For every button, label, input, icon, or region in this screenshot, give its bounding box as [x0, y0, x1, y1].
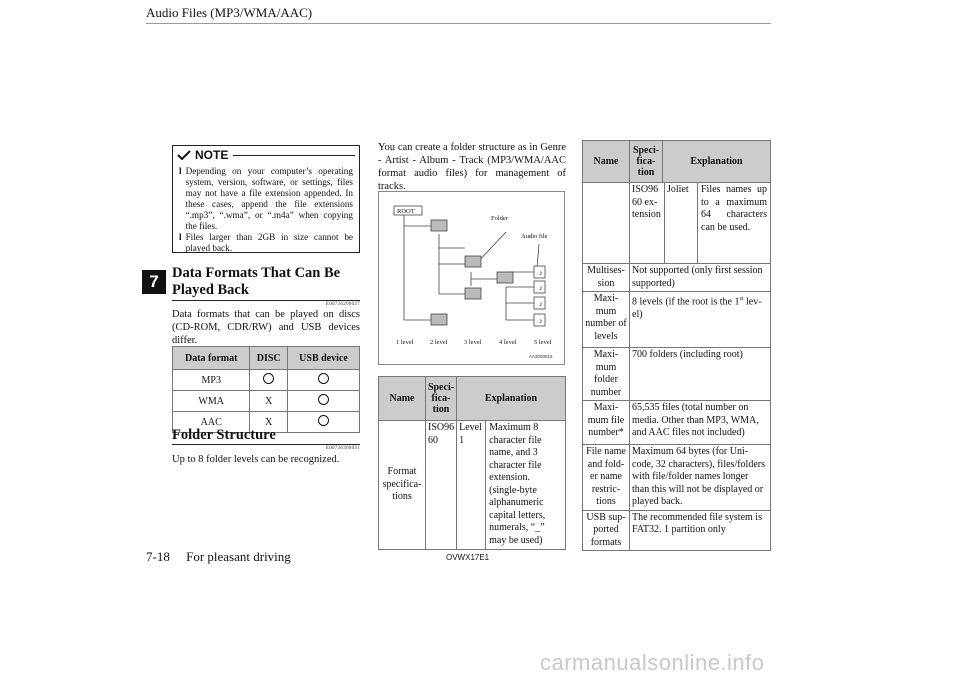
note-item: l Depending on your computer’s operating system, version, software, or settings, files may not have a file extension appended. In these cases, append the file extensions “.mp3”, “.wma”, or “.m4a” when copying the files. — [179, 166, 353, 231]
table-row: Maxi-mum number of levels 8 levels (if the root is the 1st lev-el) — [583, 292, 771, 348]
table-row: MP3 — [173, 370, 360, 391]
column-header: Name — [379, 377, 426, 421]
supported-circle-icon — [263, 373, 274, 384]
column-header: Speci-fica-tion — [630, 141, 663, 183]
folder-structure-diagram — [378, 191, 565, 365]
table-row: Multises-sion Not supported (only first session supported) — [583, 264, 771, 292]
section-code: E00736300031 — [325, 446, 360, 451]
folder-tree-illustration — [379, 192, 564, 364]
table-cell: Joliet — [665, 183, 698, 263]
column-header: Speci-fica-tion — [426, 377, 457, 421]
folder-structure-body: Up to 8 folder levels can be recognized. — [172, 454, 340, 465]
audio-file-label: Audio file — [521, 233, 548, 240]
table-row: WMA X — [173, 391, 360, 412]
table-cell: Level 1 — [457, 421, 486, 549]
page-header-title: Audio Files (MP3/WMA/AAC) — [146, 5, 313, 20]
svg-text:♪: ♪ — [539, 318, 543, 325]
folder-icon — [497, 272, 513, 283]
section-title-data-formats: Data Formats That Can Be Played Back — [172, 265, 341, 298]
media-spec-table — [582, 140, 771, 551]
table-row: AAC X — [173, 412, 360, 433]
table-cell: ISO96 60 — [426, 421, 457, 549]
supported-circle-icon — [318, 373, 329, 384]
table-row: Maxi-mum folder number 700 folders (including root) — [583, 348, 771, 401]
section-code: E00736200027 — [325, 302, 360, 307]
level-label: 5 level — [534, 339, 552, 346]
table-cell: Format specifica-tions — [379, 421, 426, 550]
data-format-table — [172, 346, 360, 433]
folder-icon — [431, 220, 447, 231]
format-spec-table — [378, 376, 566, 550]
section-name: For pleasant driving — [186, 549, 291, 564]
column-header: USB device — [287, 347, 359, 370]
watermark: carmanualsonline.info — [540, 650, 765, 675]
table-cell: Maximum 8 character file name, and 3 character file extension. (single-byte alphanumeric capital letters, numerals, “_” may be used) — [489, 422, 546, 546]
figure-code: AA3000816 — [529, 354, 553, 359]
note-header — [177, 148, 228, 162]
level-label: 4 level — [499, 339, 517, 346]
pencil-check-icon — [177, 150, 191, 161]
page-number: 7-18 — [146, 549, 170, 564]
table-row: Maxi-mum file number* 65,535 files (total number on media. Other than MP3, WMA, and AAC files not included) — [583, 401, 771, 445]
document-code: OVWX17E1 — [446, 553, 490, 562]
level-label: 1 level — [396, 339, 414, 346]
data-formats-body: Data formats that can be played on discs (CD-ROM, CDR/RW) and USB devices differ. — [172, 309, 360, 346]
chapter-tab: 7 — [142, 270, 166, 294]
note-label: NOTE — [195, 148, 229, 162]
level-label: 2 level — [430, 339, 448, 346]
column-header: Data format — [173, 347, 250, 370]
level-label: 3 level — [464, 339, 482, 346]
folder-icon — [431, 314, 447, 325]
column-header: Name — [583, 141, 630, 183]
table-row: File name and fold-er name restric-tions Maximum 64 bytes (for Uni-code, 32 characters), files/folders with file/folder names longer than this will not be displayed or played back. — [583, 445, 771, 511]
folder-icon — [465, 288, 481, 299]
section-title-folder-structure: Folder Structure — [172, 427, 276, 443]
folder-icon — [465, 256, 481, 267]
note-box — [172, 145, 360, 253]
note-item: l Files larger than 2GB in size cannot be played back. — [179, 232, 353, 253]
header-rule — [146, 23, 771, 24]
root-label: ROOT — [397, 208, 415, 215]
table-cell: Files names up to a maximum 64 characters can be used. — [701, 184, 767, 233]
table-cell: ISO96 60 ex-tension — [630, 183, 665, 263]
supported-circle-icon — [318, 415, 329, 426]
svg-text:♪: ♪ — [539, 270, 543, 277]
folder-intro-text: You can create a folder structure as in Genre - Artist - Album - Track (MP3/WMA/AAC format audio files) for management of tracks. — [378, 142, 566, 192]
page-footer — [146, 549, 291, 565]
supported-circle-icon — [318, 394, 329, 405]
folder-label: Folder — [491, 215, 508, 222]
table-row: USB sup-ported formats The recommended file system is FAT32. 1 partition only — [583, 510, 771, 551]
svg-text:♪: ♪ — [539, 301, 543, 308]
column-header: Explanation — [663, 141, 771, 183]
svg-text:♪: ♪ — [539, 285, 543, 292]
column-header: Explanation — [457, 377, 566, 421]
note-list — [179, 166, 353, 254]
column-header: DISC — [250, 347, 288, 370]
